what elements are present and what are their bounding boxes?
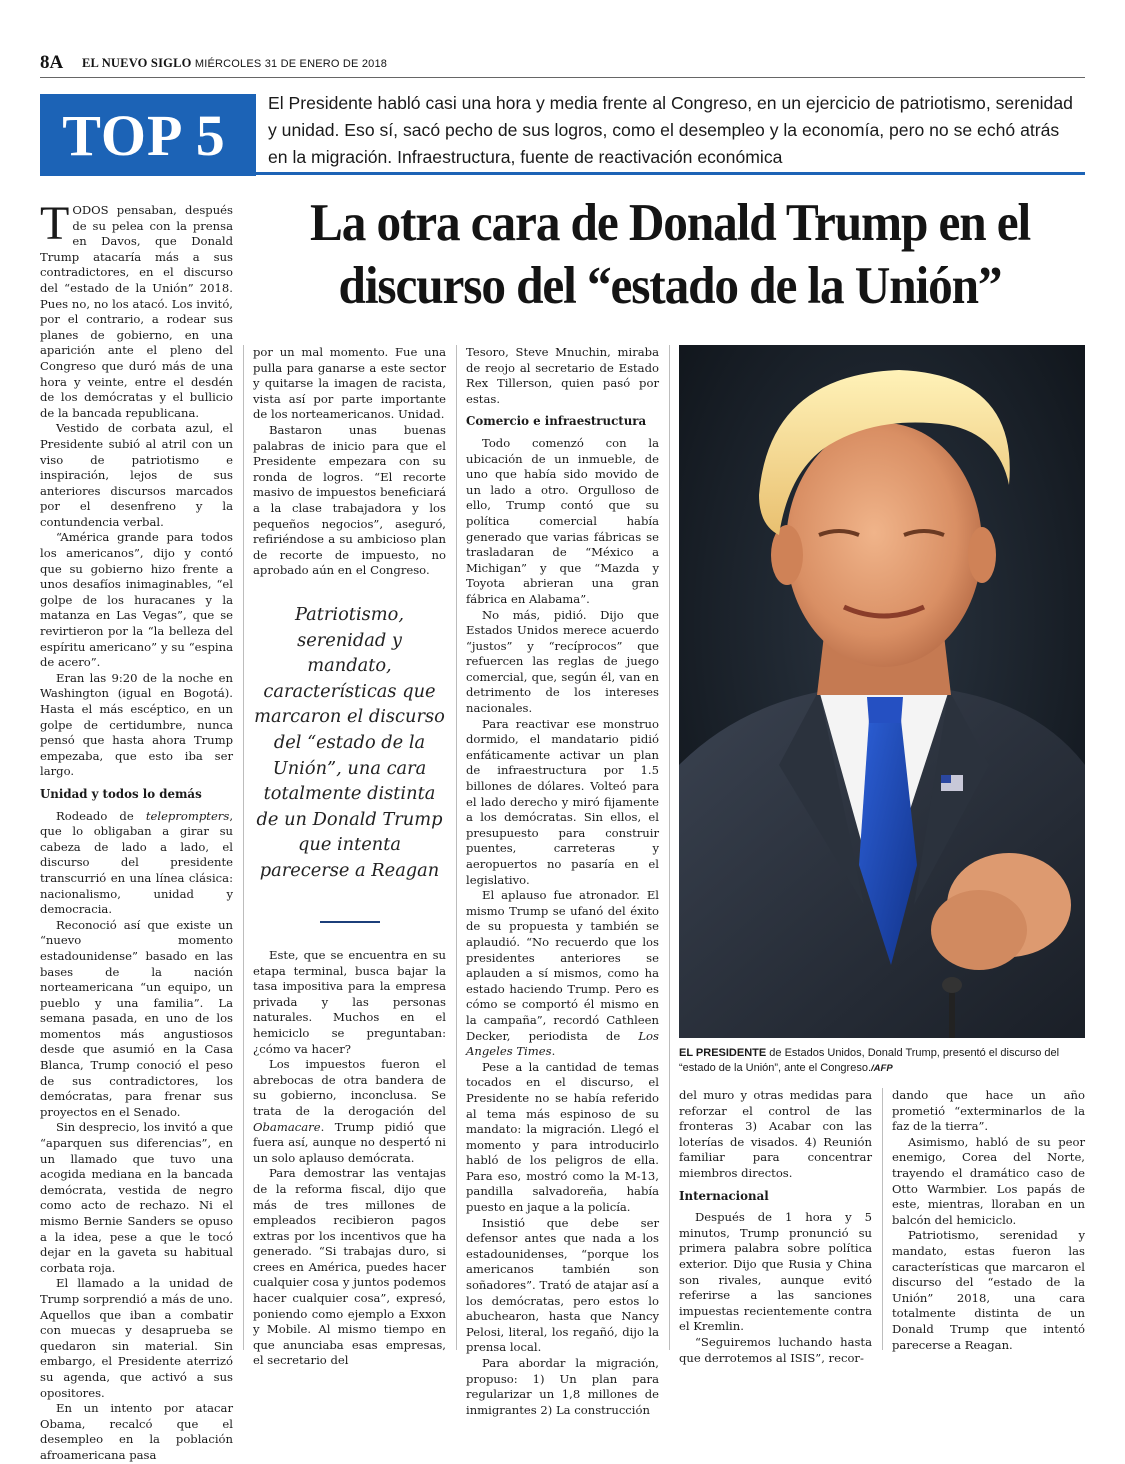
paragraph: Para abordar la migración, propuso: 1) Un plan para regularizar un 1,8 millones de inmigrantes 2) La construcción bbox=[466, 1356, 659, 1417]
photo-caption bbox=[679, 1046, 1085, 1076]
paragraph: Después de 1 hora y 5 minutos, Trump pronunció su primera palabra sobre política exterior. Dijo que Rusia y China son rivales, aunque evitó referirse a las sanciones impuestas recientemente contra el Kremlin. bbox=[679, 1210, 872, 1334]
caption-lead: EL PRESIDENTE bbox=[679, 1047, 767, 1059]
paragraph: Bastaron unas buenas palabras de inicio para que el Presidente empezara con su ronda de logros. “El recorte masivo de impuestos beneficiará a la clase trabajadora y los pequeños negocios”, aseguró, refiriéndose a su ambicioso plan de recorte de impuesto, no aprobado aún en el Congreso. bbox=[253, 422, 446, 578]
photo-credit: /AFP bbox=[871, 1063, 893, 1074]
paragraph: Eran las 9:20 de la noche en Washington (igual en Bogotá). Hasta el más escéptico, en un golpe de certidumbre, nunca pensó que hasta ahora Trump empezaba, que esto iba ser largo. bbox=[40, 670, 233, 779]
paragraph: Asimismo, habló de su peor enemigo, Corea del Norte, trayendo el dramático caso de Otto Warmbier. Los papás de este, mientras, lloraban en un balcón del hemiciclo. bbox=[892, 1134, 1085, 1227]
article-column-3 bbox=[466, 345, 659, 1417]
paragraph: del muro y otras medidas para reforzar el control de las fronteras 3) Acabar con las loterías de visados. 4) Reunión familiar para concentrar miembros directos. bbox=[679, 1088, 872, 1180]
paragraph: Rodeado de teleprompters, que lo obligaban a girar su cabeza de lado a lado, el discurso del presidente transcurrió en una línea clásica: nacionalismo, unidad y democracia. bbox=[40, 808, 233, 917]
deck-rule bbox=[256, 172, 1085, 175]
paragraph: Para reactivar ese monstruo dormido, el mandatario pidió enfáticamente activar un plan de infraestructura por 1.5 billones de dólares. Volteó para el lado derecho y miró fijamente a los demócratas. Sin ellos, el presupuesto para construir puentes, carreteras y aeropuertos no pasaría en el legislativo. bbox=[466, 716, 659, 887]
paragraph: Patriotismo, serenidad y mandato, estas fueron las características que marcaron el discurso del “estado de la Unión” 2018, una cara totalmente distinta de un Donald Trump que intentó parecerse a Reagan. bbox=[892, 1228, 1085, 1352]
drop-cap: T bbox=[40, 197, 70, 250]
subhead-comercio: Comercio e infraestructura bbox=[466, 414, 647, 429]
pull-quote-rule bbox=[320, 921, 380, 923]
paragraph: El aplauso fue atronador. El mismo Trump se ufanó del éxito de su propuesta y también se aplaudió. “No recuerdo que los presidentes anteriores se aplauden a sí mismos, como ha estado haciendo Trump. Pero es cómo se comportó él mismo en la campaña”, recordó Cathleen Decker, periodista de Los Angeles Times. bbox=[466, 888, 659, 1059]
subhead-unidad: Unidad y todos lo demás bbox=[40, 786, 202, 801]
header-rule bbox=[40, 77, 1085, 78]
column-rule bbox=[456, 345, 457, 1350]
column-rule bbox=[669, 345, 670, 1350]
paragraph: El llamado a la unidad de Trump sorprendió a más de uno. Aquellos que iban a combatir con muecas y desaprueba se quedaron sin material. Sin embargo, el Presidente aterrizó su agenda, que activó a sus opositores. bbox=[40, 1276, 233, 1400]
paragraph: Insistió que debe ser defensor antes que nada a los estadounidenses, “porque los americanos también son soñadores”. Trató de atajar así a los demócratas, pero estos lo abuchearon, hasta que Nancy Pelosi, literal, los regañó, dijo la prensa local. bbox=[466, 1215, 659, 1355]
paragraph: Todo comenzó con la ubicación de un inmueble, de uno que había sido movido de un lado a otro. Orgulloso de ello, Trump contó que su política comercial había generado que varias fábricas se trasladaran de “México a Michigan” y que “Mazda y Toyota abrieran una gran fábrica en Alabama”. bbox=[466, 435, 659, 606]
masthead bbox=[82, 56, 387, 71]
paragraph: por un mal momento. Fue una pulla para ganarse a este sector y quitarse la imagen de racista, vista así por parte importante de los norteamericanos. Unidad. bbox=[253, 345, 446, 422]
article-column-5 bbox=[892, 1088, 1085, 1350]
paragraph: Tesoro, Steve Mnuchin, miraba de reojo al secretario de Estado Rex Tillerson, quien pasó por estas. bbox=[466, 345, 659, 406]
paragraph: No más, pidió. Dijo que Estados Unidos merece acuerdo “justos” y “recíprocos” que refuercen las reglas de juego comercial, que, según él, van en detrimento de los intereses nacionales. bbox=[466, 607, 659, 716]
paragraph: Los impuestos fueron el abrebocas de otra bandera de su gobierno, inconclusa. Se trata de la derogación del Obamacare. Trump pidió que fuera así, aunque no despertó ni un solo aplauso demócrata. bbox=[253, 1057, 446, 1165]
trump-photo bbox=[679, 345, 1085, 1038]
paragraph: En un intento por atacar Obama, recalcó que el desempleo en la población afroamericana pasa bbox=[40, 1401, 233, 1462]
article-column-1 bbox=[40, 197, 233, 1462]
paragraph: “Seguiremos luchando hasta que derrotemos al ISIS”, recor- bbox=[679, 1334, 872, 1365]
paragraph: Vestido de corbata azul, el Presidente subió al atril con un viso de patriotismo e inspiración, lejos de sus anteriores discursos marcados por el desenfreno y la contundencia verbal. bbox=[40, 421, 233, 529]
headline: La otra cara de Donald Trump en el discurso del “estado de la Unión” bbox=[309, 194, 1031, 315]
paragraph: Para demostrar las ventajas de la reforma fiscal, dijo que más de tres millones de empleados recibieron pagos extras por los incentivos que ha generado. “Si trabajas duro, si crees en América, puedes hacer cualquier cosa y juntos podemos hacer cualquier cosa”, expresó, poniendo como ejemplo a Exxon y Mobile. Al mismo tiempo en que anunciaba esas empresas, el secretario del bbox=[253, 1166, 446, 1368]
article-column-2-bottom bbox=[253, 948, 446, 1368]
badge-bar bbox=[248, 94, 256, 176]
paragraph: Reconoció así que existe un “nuevo momento estadounidense” basado en las bases de la nación norteamericana “un equipo, un pueblo y una familia”. La semana pasada, en uno de los momentos más angustiosos desde que asumió en la Casa Blanca, Trump conoció el peso de sus contradictores, los demócratas, para frenar sus proyectos en el Senado. bbox=[40, 917, 233, 1119]
article-column-2-top bbox=[253, 345, 446, 579]
paper-name: EL NUEVO SIGLO bbox=[82, 56, 192, 70]
column-rule bbox=[243, 345, 244, 1350]
column-rule bbox=[882, 1088, 883, 1350]
paragraph: Pese a la cantidad de temas tocados en el discurso, el Presidente no se había referido al tema más espinoso de su mandato: la migración. Llegó el momento y para introducirlo habló de los peligros de ella. Para eso, mostró como la M-13, pandilla salvadoreña, había puesto en jaque a la policía. bbox=[466, 1059, 659, 1215]
pull-quote: Patriotismo, serenidad y mandato, características que marcaron el discurso del “estado de la Unión”, una cara totalmente distinta de un Donald Trump que intenta parecerse a Reagan bbox=[254, 604, 445, 881]
section-badge: TOP 5 bbox=[40, 94, 248, 176]
section-deck: El Presidente habló casi una hora y media frente al Congreso, en un ejercicio de patriotismo, serenidad y unidad. Eso sí, sacó pecho de sus logros, como el desempleo y la economía, pero no se echó atrás en la migración. Infraestructura, fuente de reactivación económica bbox=[268, 93, 1073, 167]
issue-date: MIÉRCOLES 31 DE ENERO DE 2018 bbox=[194, 58, 388, 70]
trump-portrait-illustration bbox=[679, 345, 1085, 1038]
paragraph: TODOS pensaban, después de su pelea con la prensa en Davos, que Donald Trump atacaría más a sus contradictores, en el discurso del “estado de la Unión” 2018. Pues no, no los atacó. Los invitó, por el contrario, a rodear sus planes de gobierno, en una aparición ante el pleno del Congreso que duró más de una hora y veinte, entre el desdén de los demócratas y el bullicio de la bancada republicana. bbox=[40, 197, 233, 420]
paragraph: “América grande para todos los americanos”, dijo y contó que su gobierno hizo frente a unos desafíos inimaginables, “el golpe de los huracanes y la matanza en Las Vegas”, que se revirtieron por la “la belleza del espíritu americano” y su “espina de acero”. bbox=[40, 530, 233, 670]
page-number: 8A bbox=[40, 52, 64, 73]
paragraph: Este, que se encuentra en su etapa terminal, busca bajar la tasa impositiva para la empresa privada y las personas naturales. Muchos en el hemiciclo se preguntaban: ¿cómo va hacer? bbox=[253, 948, 446, 1056]
paragraph: Sin desprecio, los invitó a que “aparquen sus diferencias”, en un llamado que tuvo una acogida mediana en la bancada demócrata, vestida de negro como acto de rechazo. Ni el mismo Bernie Sanders se opuso a la idea, pese a que le tocó dejar en la gaveta su habitual corbata roja. bbox=[40, 1120, 233, 1275]
caption-text: de Estados Unidos, Donald Trump, presentó el discurso del “estado de la Unión”, ante el Congreso. bbox=[679, 1047, 1060, 1074]
subhead-internacional: Internacional bbox=[679, 1188, 769, 1203]
paragraph: dando que hace un año prometió “exterminarlos de la faz de la tierra”. bbox=[892, 1088, 1085, 1134]
article-column-4 bbox=[679, 1088, 872, 1365]
